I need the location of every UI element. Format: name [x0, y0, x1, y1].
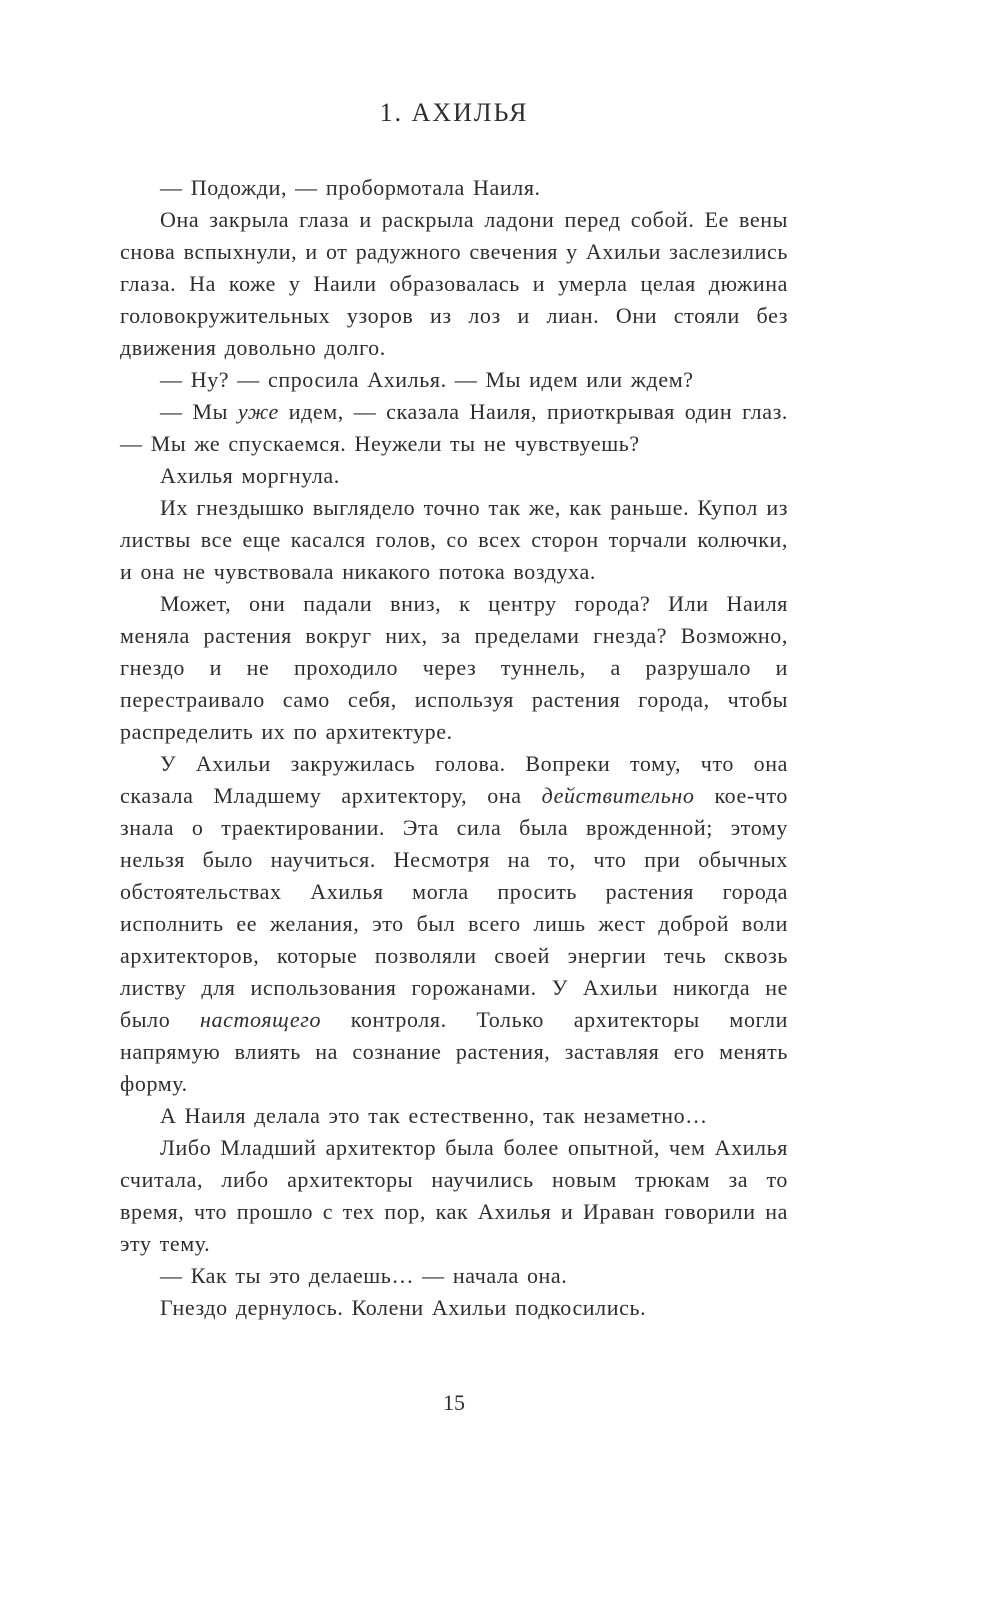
paragraph-segment: — Как ты это делаешь… — начала она.: [160, 1263, 568, 1288]
paragraph-segment: Ахилья моргнула.: [160, 463, 340, 488]
paragraph-segment-italic: действительно: [541, 783, 695, 808]
paragraph-segment: Гнездо дернулось. Колени Ахильи подкосились.: [160, 1295, 647, 1320]
paragraph: [120, 172, 788, 204]
paragraph-segment: Может, они падали вниз, к центру города? Или Наиля меняла растения вокруг них, за пределами гнезда? Возможно, гнездо и не проходило через туннель, а разрушало и перестраивало само себя, используя растения города, чтобы распределить их по архитектуре.: [120, 591, 788, 744]
paragraph-segment: — Ну? — спросила Ахилья. — Мы идем или ждем?: [160, 367, 694, 392]
paragraph-segment: Она закрыла глаза и раскрыла ладони перед собой. Ее вены снова вспыхнули, и от радужного свечения у Ахильи заслезились глаза. На коже у Наили образовалась и умерла целая дюжина головокружительных узоров из лоз и лиан. Они стояли без движения довольно долго.: [120, 207, 788, 360]
paragraph-segment: — Мы: [160, 399, 238, 424]
paragraph: [120, 748, 788, 1100]
paragraph-segment: кое-что знала о траектировании. Эта сила была врожденной; этому нельзя было научиться. Несмотря на то, что при обычных обстоятельствах Ахилья могла просить растения города исполнить ее желания, это был всего лишь жест доброй воли архитекторов, которые позволяли своей энергии течь сквозь листву для использования горожанами. У Ахильи никогда не было: [120, 783, 788, 1032]
paragraph: [120, 588, 788, 748]
page-number: 15: [443, 1390, 465, 1415]
paragraph-segment: У Ахильи закружилась голова. Вопреки тому, что она сказала Младшему архитектору, она: [120, 751, 788, 808]
paragraph: [120, 396, 788, 460]
paragraph: [120, 1292, 788, 1324]
body-text: [120, 172, 788, 1324]
paragraph-segment: идем, — сказала Наиля, приоткрывая один глаз. — Мы же спускаемся. Неужели ты не чувствуешь?: [120, 399, 789, 456]
paragraph: [120, 364, 788, 396]
paragraph-segment: контроля. Только архитекторы могли напрямую влиять на сознание растения, заставляя его менять форму.: [120, 1007, 789, 1096]
paragraph-segment: — Подожди, — пробормотала Наиля.: [160, 175, 541, 200]
paragraph: [120, 204, 788, 364]
paragraph: [120, 1132, 788, 1260]
paragraph: [120, 1100, 788, 1132]
paragraph-segment: А Наиля делала это так естественно, так незаметно…: [160, 1103, 708, 1128]
paragraph: [120, 1260, 788, 1292]
paragraph-segment: Либо Младший архитектор была более опытной, чем Ахилья считала, либо архитекторы научились новым трюкам за то время, что прошло с тех пор, как Ахилья и Ираван говорили на эту тему.: [120, 1135, 788, 1256]
paragraph-segment-italic: уже: [237, 399, 279, 424]
paragraph-segment: Их гнездышко выглядело точно так же, как раньше. Купол из листвы все еще касался голов, со всех сторон торчали колючки, и она не чувствовала никакого потока воздуха.: [120, 495, 788, 584]
chapter-title: 1. АХИЛЬЯ: [379, 98, 529, 127]
paragraph: [120, 460, 788, 492]
paragraph: [120, 492, 788, 588]
paragraph-segment-italic: настоящего: [200, 1007, 322, 1032]
